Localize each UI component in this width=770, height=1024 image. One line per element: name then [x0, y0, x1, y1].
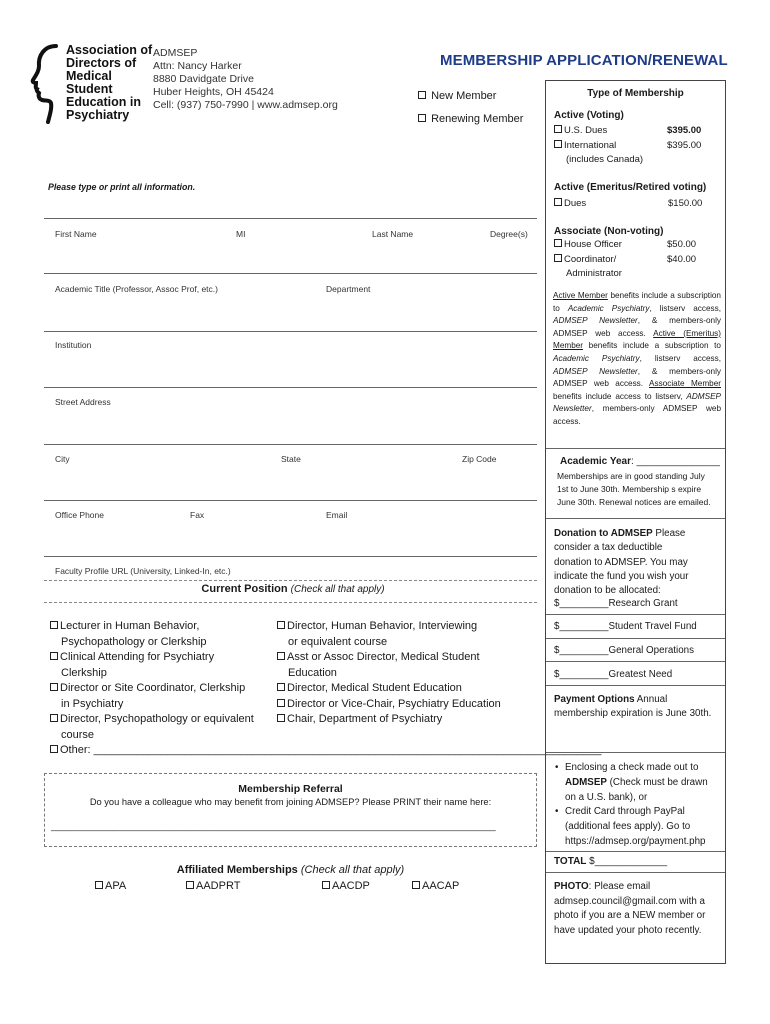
- checkbox-icon: [277, 683, 285, 691]
- checkbox-icon: [277, 621, 285, 629]
- payment-bullets: • Enclosing a check made out to ADMSEP (Check must be drawn on a U.S. bank), or • Credit Card through PayPal (additional fees apply). Go to https://admsep.org/payment.php: [555, 762, 708, 847]
- divider: [546, 518, 725, 519]
- coordinator-price: $40.00: [667, 254, 697, 265]
- emeritus-dues-checkbox[interactable]: Dues: [554, 197, 586, 211]
- checkbox-icon: [50, 745, 58, 753]
- instructions: Please type or print all information.: [48, 182, 196, 192]
- checkbox-icon: [95, 881, 103, 889]
- city-input-line[interactable]: [44, 500, 537, 501]
- bullet-icon: •: [555, 762, 559, 773]
- first-name-label: First Name: [55, 229, 97, 239]
- apa-checkbox[interactable]: APA: [95, 880, 126, 892]
- international-note: (includes Canada): [566, 154, 644, 165]
- checkbox-icon: [418, 114, 426, 122]
- state-label: State: [281, 454, 301, 464]
- email-label: Email: [326, 510, 348, 520]
- checkbox-icon: [554, 125, 562, 133]
- divider: [546, 614, 725, 615]
- referral-section: [44, 773, 537, 847]
- checkbox-icon: [554, 254, 562, 262]
- url-input-line[interactable]: [44, 580, 537, 581]
- last-name-label: Last Name: [372, 229, 414, 239]
- checkbox-icon: [322, 881, 330, 889]
- divider: [546, 685, 725, 686]
- divider: [44, 218, 537, 219]
- divider: [546, 448, 725, 449]
- checkbox-icon: [412, 881, 420, 889]
- director-human-behavior-checkbox[interactable]: Director, Human Behavior, Interviewing: [277, 619, 537, 635]
- academic-year-note: Memberships are in good standing July 1st to June 30th. Membership s expire June 30th. Renewal notices are emailed.: [557, 471, 711, 507]
- checkbox-icon: [554, 239, 562, 247]
- zip-label: Zip Code: [462, 454, 497, 464]
- active-voting-heading: Active (Voting): [554, 110, 624, 121]
- emeritus-price: $150.00: [668, 198, 703, 209]
- aadprt-checkbox[interactable]: AADPRT: [186, 880, 240, 892]
- divider: [546, 638, 725, 639]
- membership-type-heading: Type of Membership: [587, 88, 684, 99]
- street-input-line[interactable]: [44, 444, 537, 445]
- city-label: City: [55, 454, 70, 464]
- street-address-label: Street Address: [55, 397, 111, 407]
- divider: [546, 872, 725, 873]
- benefits-text: Active Member benefits include a subscription to Academic Psychiatry, listserv access, ADMSEP Newsletter, & members-only ADMSEP web access. Active (Emeritus) Member benefits include a subscription to Academic Psychiatry, listserv access, ADMSEP Newsletter, & members-only ADMSEP web access. Associate Member benefits include access to listserv, ADMSEP Newsletter, members-only ADMSEP web access.: [553, 291, 721, 426]
- lecturer-checkbox[interactable]: Lecturer in Human Behavior,: [50, 619, 282, 635]
- faculty-url-label: Faculty Profile URL (University, Linked-In, etc.): [55, 566, 231, 576]
- greatest-need-input[interactable]: $_________Greatest Need: [554, 669, 673, 680]
- checkbox-icon: [50, 621, 58, 629]
- academic-year-input[interactable]: Academic Year: _______________: [560, 456, 720, 467]
- aacap-checkbox[interactable]: AACAP: [412, 880, 459, 892]
- student-travel-input[interactable]: $_________Student Travel Fund: [554, 621, 697, 632]
- director-psychopathology-checkbox[interactable]: Director, Psychopathology or equivalent: [50, 712, 282, 728]
- mi-label: MI: [236, 229, 246, 239]
- administrator-label: Administrator: [566, 268, 622, 279]
- logo-wordmark: Association of Directors of Medical Student Education in Psychiatry: [66, 43, 153, 122]
- photo-section: PHOTO: Please email admsep.council@gmail.com with a photo if you are a NEW member or have updated your photo recently.: [554, 881, 706, 936]
- institution-input-line[interactable]: [44, 387, 537, 388]
- house-officer-checkbox[interactable]: House Officer: [554, 238, 622, 252]
- us-dues-price: $395.00: [667, 125, 702, 136]
- checkbox-icon: [50, 683, 58, 691]
- divider: [44, 602, 537, 603]
- associate-heading: Associate (Non-voting): [554, 226, 664, 237]
- checkbox-icon: [277, 699, 285, 707]
- director-mse-checkbox[interactable]: Director, Medical Student Education: [277, 681, 537, 697]
- emeritus-heading: Active (Emeritus/Retired voting): [554, 182, 707, 193]
- checkbox-icon: [418, 91, 426, 99]
- donation-section: Donation to ADMSEP Please consider a tax deductible donation to ADMSEP. You may indicate the fund you wish your donation to be allocated:: [554, 528, 689, 597]
- referral-name-input[interactable]: ______________________________________________________________________________________: [51, 821, 496, 831]
- page-title: MEMBERSHIP APPLICATION/RENEWAL: [440, 52, 728, 69]
- checkbox-icon: [186, 881, 194, 889]
- site-coordinator-checkbox[interactable]: Director or Site Coordinator, Clerkship: [50, 681, 282, 697]
- fax-label: Fax: [190, 510, 205, 520]
- phone-input-line[interactable]: [44, 556, 537, 557]
- checkbox-icon: [554, 198, 562, 206]
- vice-chair-checkbox[interactable]: Director or Vice-Chair, Psychiatry Education: [277, 697, 537, 713]
- coordinator-checkbox[interactable]: Coordinator/: [554, 253, 616, 267]
- title-input-line[interactable]: [44, 331, 537, 332]
- aacdp-checkbox[interactable]: AACDP: [322, 880, 370, 892]
- divider: [546, 752, 725, 753]
- general-operations-input[interactable]: $_________General Operations: [554, 645, 694, 656]
- office-phone-label: Office Phone: [55, 510, 104, 520]
- name-input-line[interactable]: [44, 273, 537, 274]
- department-label: Department: [326, 284, 371, 294]
- position-left-column: Lecturer in Human Behavior, Psychopathology or Clerkship Clinical Attending for Psychiatry Clerkship Director or Site Coordinator, Clerkship in Psychiatry Director, Psychopathology or equivalent course: [50, 619, 282, 743]
- research-grant-input[interactable]: $_________Research Grant: [554, 598, 678, 609]
- referral-question: Do you have a colleague who may benefit from joining ADMSEP? Please PRINT their name here:: [89, 797, 492, 807]
- asst-director-checkbox[interactable]: Asst or Assoc Director, Medical Student: [277, 650, 537, 666]
- checkbox-icon: [50, 714, 58, 722]
- total-input[interactable]: TOTAL $_____________: [554, 856, 668, 867]
- house-officer-price: $50.00: [667, 239, 697, 250]
- head-profile-icon: [30, 44, 68, 124]
- clinical-attending-checkbox[interactable]: Clinical Attending for Psychiatry: [50, 650, 282, 666]
- international-price: $395.00: [667, 140, 702, 151]
- renewing-member-checkbox[interactable]: Renewing Member: [418, 113, 523, 125]
- position-heading: Current Position (Check all that apply): [201, 583, 385, 595]
- institution-label: Institution: [55, 340, 92, 350]
- checkbox-icon: [277, 652, 285, 660]
- divider: [546, 661, 725, 662]
- divider: [546, 851, 725, 852]
- international-checkbox[interactable]: International: [554, 139, 616, 153]
- degrees-label: Degree(s): [490, 229, 528, 239]
- new-member-checkbox[interactable]: New Member: [418, 90, 496, 102]
- other-position-checkbox[interactable]: Other: ___________________________________________________________________________________: [50, 743, 535, 759]
- payment-options: Payment Options Annual membership expiration is June 30th.: [554, 694, 712, 720]
- affiliated-heading: Affiliated Memberships (Check all that apply): [176, 864, 405, 876]
- us-dues-checkbox[interactable]: U.S. Dues: [554, 124, 607, 138]
- checkbox-icon: [554, 140, 562, 148]
- chair-checkbox[interactable]: Chair, Department of Psychiatry: [277, 712, 537, 728]
- checkbox-icon: [50, 652, 58, 660]
- academic-title-label: Academic Title (Professor, Assoc Prof, etc.): [55, 284, 218, 294]
- referral-heading: Membership Referral: [238, 783, 343, 795]
- org-address: ADMSEP Attn: Nancy Harker 8880 Davidgate Drive Huber Heights, OH 45424 Cell: (937) 750-7990 | www.admsep.org: [153, 47, 338, 111]
- bullet-icon: •: [555, 806, 559, 818]
- checkbox-icon: [277, 714, 285, 722]
- position-right-column: Director, Human Behavior, Interviewing or equivalent course Asst or Assoc Director, Medical Student Education Director, Medical Student Education Director or Vice-Chair, Psychiatry Education Chair, Department of Psychiatry: [277, 619, 537, 728]
